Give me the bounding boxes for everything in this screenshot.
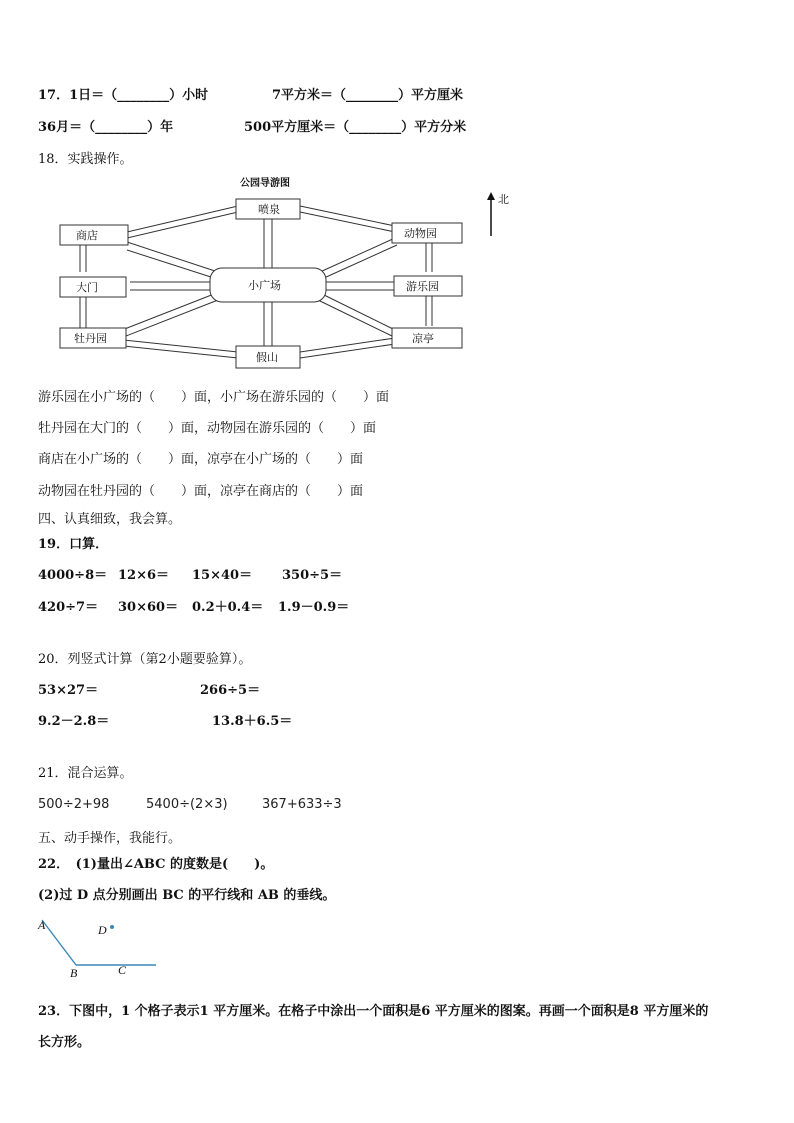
zoo-label: 动物园	[404, 227, 437, 240]
q19-r2-c4: 1.9－0.9＝	[278, 600, 350, 615]
peony-label: 牡丹园	[74, 332, 107, 345]
q20-title: 20．列竖式计算（第2小题要验算）。	[38, 652, 252, 667]
q18-line-4: 动物园在牡丹园的（ ）面，凉亭在商店的（ ）面	[38, 484, 364, 499]
q21-expr-1: 500÷2+98	[38, 797, 110, 812]
q22-part-1: 22． (1)量出∠ABC 的度数是( )。	[38, 857, 274, 872]
plaza-label: 小广场	[248, 279, 281, 292]
line-ab	[42, 920, 76, 965]
q20-r2-c1: 9.2－2.8＝	[38, 714, 110, 729]
q17-item-4: 500平方厘米＝（________）平方分米	[244, 120, 467, 135]
q19-r1-c4: 350÷5＝	[282, 568, 343, 583]
q17-item-1: 17．1日＝（________）小时	[38, 88, 209, 103]
q22-part-2: (2)过 D 点分别画出 BC 的平行线和 AB 的垂线。	[38, 888, 336, 903]
q23-line-2: 长方形。	[38, 1035, 91, 1050]
label-b: B	[70, 966, 78, 980]
gate-label: 大门	[76, 281, 98, 294]
q21-expr-3: 367+633÷3	[262, 797, 342, 812]
q19-r2-c3: 0.2＋0.4＝	[192, 600, 264, 615]
q17-item-3: 36月＝（________）年	[38, 120, 174, 135]
q19-r1-c1: 4000÷8＝	[38, 568, 108, 583]
section-4-heading: 四、认真细致，我会算。	[38, 512, 182, 527]
q19-r2-c2: 30×60＝	[118, 600, 179, 615]
north-arrow-icon	[487, 192, 495, 236]
q18-title: 18．实践操作。	[38, 152, 133, 167]
q21-expressions	[38, 790, 378, 816]
q19-r2-c1: 420÷7＝	[38, 600, 99, 615]
rockery-label: 假山	[256, 351, 278, 364]
q21-expr-2: 5400÷(2×3)	[146, 797, 228, 812]
q20-r1-c2: 266÷5＝	[200, 683, 261, 698]
q21-title: 21．混合运算。	[38, 766, 133, 781]
pavilion-label: 凉亭	[412, 332, 434, 345]
label-d: D	[98, 923, 107, 937]
q19-r1-c3: 15×40＝	[192, 568, 253, 583]
q18-line-3: 商店在小广场的（ ）面，凉亭在小广场的（ ）面	[38, 452, 364, 467]
amusement-label: 游乐园	[406, 280, 439, 293]
label-c: C	[118, 963, 127, 977]
q20-r2-c2: 13.8＋6.5＝	[212, 714, 293, 729]
shop-label: 商店	[76, 229, 98, 242]
q17-item-2: 7平方米＝（________）平方厘米	[272, 88, 464, 103]
park-map	[50, 170, 520, 370]
section-5-heading: 五、动手操作，我能行。	[38, 831, 182, 846]
q19-r1-c2: 12×6＝	[118, 568, 170, 583]
q18-line-2: 牡丹园在大门的（ ）面，动物园在游乐园的（ ）面	[38, 421, 377, 436]
fountain-label: 喷泉	[258, 203, 280, 216]
angle-diagram	[34, 914, 164, 980]
q20-r1-c1: 53×27＝	[38, 683, 99, 698]
map-heading: 公园导游图	[240, 178, 290, 189]
point-d	[110, 925, 114, 929]
label-a: A	[38, 918, 46, 932]
q18-line-1: 游乐园在小广场的（ ）面，小广场在游乐园的（ ）面	[38, 390, 390, 405]
q23-line-1: 23．下图中，1 个格子表示1 平方厘米。在格子中涂出一个面积是6 平方厘米的图案。再画一个面积是8 平方厘米的	[38, 1004, 709, 1019]
north-label: 北	[498, 193, 509, 206]
q19-title: 19．口算．	[38, 537, 109, 552]
